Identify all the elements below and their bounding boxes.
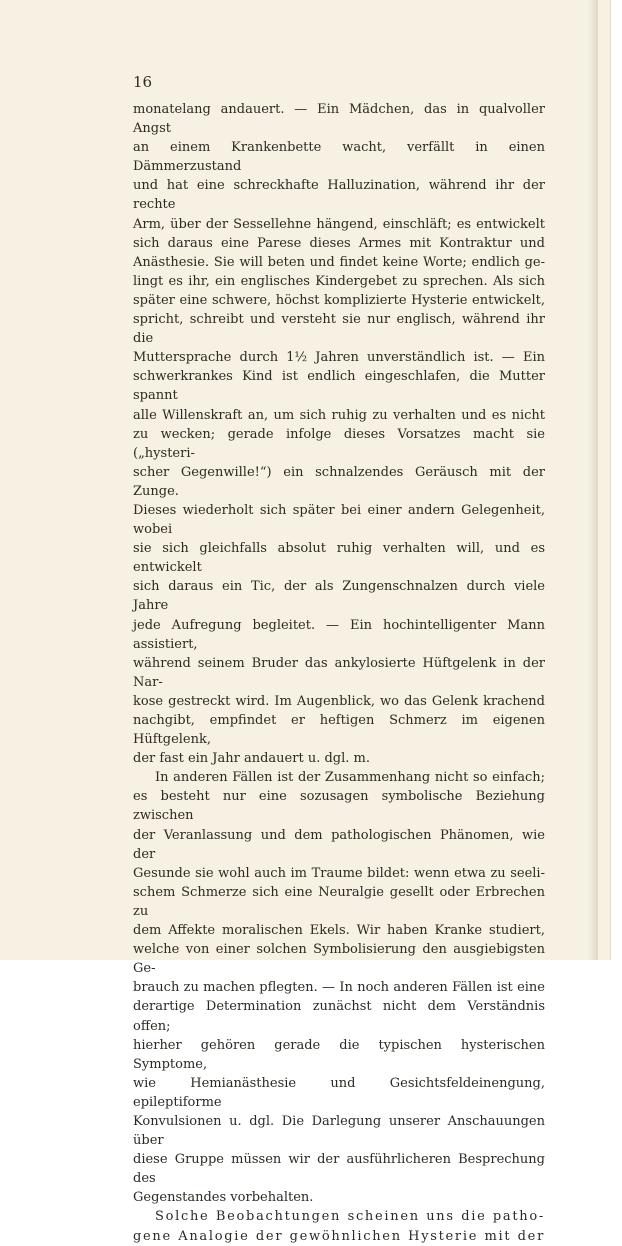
text-line: hierher gehören gerade die typischen hysterischen Symptome, [133,1037,545,1072]
text-line: Konvulsionen u. dgl. Die Darlegung unserer Anschauungen über [133,1113,545,1149]
text-line: später eine schwere, höchst komplizierte Hysterie entwickelt, [133,292,545,308]
text-line: Gegenstandes vorbehalten. [133,1190,314,1206]
text-line: scher Gegenwille!“) ein schnalzendes Geräusch mit der Zunge. [133,464,545,499]
text-line: während seinem Bruder das ankylosierte Hüftgelenk in der Nar- [133,655,545,690]
text-line: gene Analogie der gewöhnlichen Hysterie mit der [133,1228,545,1244]
text-line: der fast ein Jahr andauert u. dgl. m. [133,751,370,767]
text-line: Solche Beobachtungen scheinen uns die patho- [155,1209,545,1225]
text-line: an einem Krankenbette wacht, verfällt in einen Dämmerzustand [133,140,545,175]
text-line: kose gestreckt wird. Im Augenblick, wo das Gelenk krachend [133,693,545,709]
text-line: brauch zu machen pflegten. — In noch anderen Fällen ist eine [133,980,545,996]
text-line: In anderen Fällen ist der Zusammenhang nicht so einfach; [155,770,545,786]
page-edge-shadow [588,0,598,960]
text-line: jede Aufregung begleitet. — Ein hochintelligenter Mann assistiert, [133,617,545,652]
paragraph [133,1207,545,1245]
text-line: diese Gruppe müssen wir der ausführlicheren Besprechung des [133,1152,545,1187]
text-line: sich daraus ein Tic, der als Zungenschnalzen durch viele Jahre [133,579,545,614]
text-line: schem Schmerze sich eine Neuralgie gesellt oder Erbrechen zu [133,884,545,919]
text-line: sie sich gleichfalls absolut ruhig verhalten will, und es entwickelt [133,541,545,576]
text-line: Gesunde sie wohl auch im Traume bildet: wenn etwa zu seeli- [133,865,545,881]
text-line: lingt es ihr, ein englisches Kindergebet zu sprechen. Als sich [133,273,545,289]
text-line: Dieses wiederholt sich später bei einer andern Gelegenheit, wobei [133,502,545,538]
text-line: Anästhesie. Sie will beten und findet keine Worte; endlich ge- [133,254,545,270]
text-line: Muttersprache durch 1½ Jahren unverständlich ist. — Ein [133,350,545,366]
text-line: sich daraus eine Parese dieses Armes mit Kontraktur und [133,235,545,251]
page-number: 16 [133,73,153,91]
text-line: und hat eine schreckhafte Halluzination, während ihr der rechte [133,178,545,213]
text-line: schwerkrankes Kind ist endlich eingeschlafen, die Mutter spannt [133,369,545,404]
paragraph [133,100,545,768]
text-line: Arm, über der Sessellehne hängend, einschläft; es entwickelt [133,216,545,232]
text-line: welche von einer solchen Symbolisierung den ausgiebigsten Ge- [133,942,545,977]
body-text [133,100,545,1246]
text-line: zu wecken; gerade infolge dieses Vorsatzes macht sie („hysteri- [133,426,545,461]
text-line: nachgibt, empfindet er heftigen Schmerz im eigenen Hüftgelenk, [133,713,545,748]
text-line: alle Willenskraft an, um sich ruhig zu verhalten und es nicht [133,407,545,423]
paragraph [133,768,545,1207]
text-line: derartige Determination zunächst nicht dem Verständnis offen; [133,999,545,1034]
text-line: wie Hemianästhesie und Gesichtsfeldeinengung, epileptiforme [133,1075,545,1110]
text-line: dem Affekte moralischen Ekels. Wir haben Kranke studiert, [133,923,545,939]
text-line: spricht, schreibt und versteht sie nur englisch, während ihr die [133,312,545,347]
text-line: monatelang andauert. — Ein Mädchen, das in qualvoller Angst [133,102,545,137]
text-line: es besteht nur eine sozusagen symbolische Beziehung zwischen [133,789,545,824]
text-line: der Veranlassung und dem pathologischen Phänomen, wie der [133,827,545,862]
